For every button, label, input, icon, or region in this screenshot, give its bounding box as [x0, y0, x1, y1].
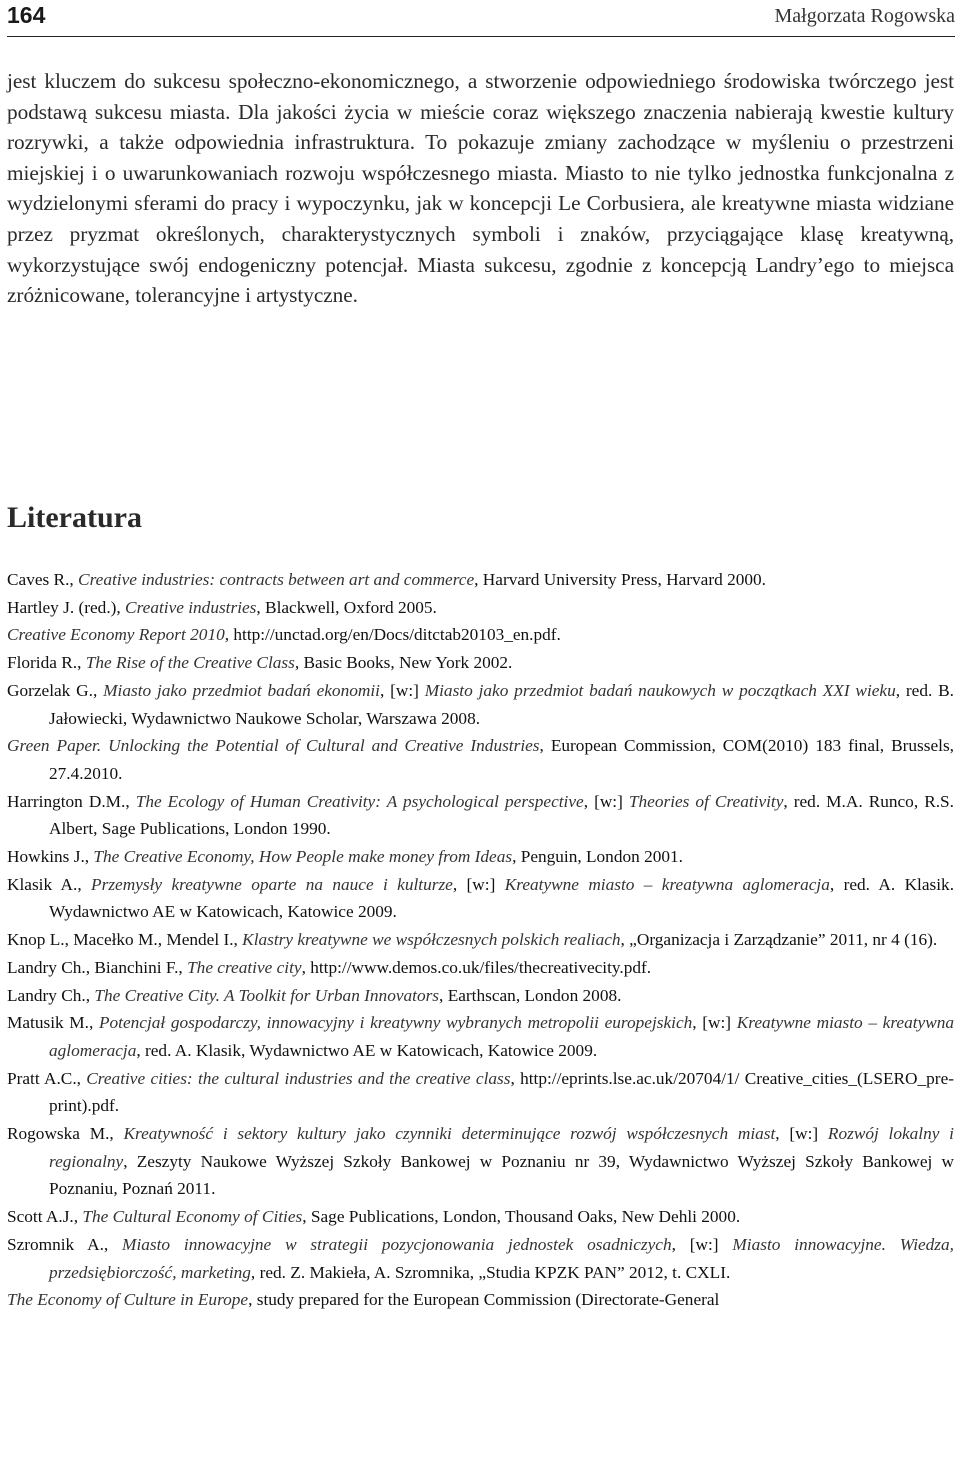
reference-title: The Creative City. A Toolkit for Urban Innovators [94, 985, 440, 1005]
reference-title: The Economy of Culture in Europe [7, 1290, 249, 1310]
reference-entry [7, 1009, 954, 1064]
reference-text: Caves R., [7, 570, 79, 589]
reference-entry [7, 1065, 954, 1120]
reference-text: Klasik A., [7, 874, 92, 894]
reference-title: Creative Economy Report 2010 [7, 625, 225, 645]
reference-text: Knop L., Macełko M., Mendel I., [7, 930, 243, 950]
reference-title: Kreatywne miasto – kreatywna aglomeracja [504, 874, 830, 894]
section-heading: Literatura [7, 501, 142, 534]
reference-text: , Blackwell, Oxford 2005. [256, 597, 437, 617]
reference-entry [7, 1203, 954, 1231]
reference-entry [7, 1231, 954, 1286]
body-text [7, 66, 954, 311]
reference-title: Miasto innowacyjne. Wiedza, przedsiębiorczość, marketing [49, 1234, 954, 1282]
reference-text: , [w:] [775, 1124, 828, 1144]
running-header-author: Małgorzata Rogowska [774, 5, 955, 27]
reference-text: , „Organizacja i Zarządzanie” 2011, nr 4 (16). [620, 930, 938, 950]
reference-title: Potencjał gospodarczy, innowacyjny i kreatywny wybranych metropolii europejskich [98, 1013, 693, 1033]
reference-text: , [w:] [583, 791, 629, 811]
body-paragraph: jest kluczem do sukcesu społeczno-ekonomicznego, a stworzenie odpowiedniego środowiska twórczego jest podstawą sukcesu miasta. Dla jakości życia w mieście coraz większego znaczenia nabierają kwestie kultury rozrywki, a także odpowiednia infrastruktura. To pokazuje zmiany zachodzące w myśleniu o przestrzeni miejskiej i o uwarunkowaniach rozwoju współczesnego miasta. Miasto to nie tylko jednostka funkcjonalna z wydzielonymi sferami do pracy i wypoczynku, jak w koncepcji Le Corbusiera, ale kreatywne miasta widziane przez pryzmat określonych, charakterystycznych symboli i znaków, przyciągające klasę kreatywną, wykorzystujące swój endogeniczny potencjał. Miasta sukcesu, zgodnie z koncepcją Landry’ego to miejsca zróżnicowane, tolerancyjne i artystyczne. [7, 69, 954, 308]
reference-text: , red. A. Klasik, Wydawnictwo AE w Katowicach, Katowice 2009. [136, 1040, 598, 1060]
reference-title: Miasto jako przedmiot badań naukowych w początkach XXI wieku [424, 680, 896, 700]
reference-title: Green Paper. Unlocking the Potential of Cultural and Creative Industries [7, 736, 540, 756]
reference-text: , Sage Publications, London, Thousand Oaks, New Dehli 2000. [302, 1207, 741, 1227]
reference-entry [7, 732, 954, 787]
reference-entry [7, 1286, 954, 1314]
reference-entry [7, 871, 954, 926]
reference-title: Kreatywne miasto – kreatywna aglomeracja [49, 1013, 955, 1060]
reference-title: Theories of Creativity [628, 791, 784, 811]
reference-text: , http://unctad.org/en/Docs/ditctab20103_en.pdf. [224, 625, 561, 645]
reference-text: , Penguin, London 2001. [512, 847, 683, 867]
reference-entry [7, 566, 954, 594]
reference-title: Creative industries: contracts between art and commerce [78, 570, 475, 589]
reference-title: The Ecology of Human Creativity: A psychological perspective [135, 791, 584, 811]
reference-entry [7, 1120, 954, 1203]
reference-text: , [w:] [452, 874, 505, 894]
reference-text: , [w:] [692, 1013, 737, 1033]
reference-text: , Earthscan, London 2008. [439, 985, 622, 1005]
reference-title: Klastry kreatywne we współczesnych polskich realiach [242, 930, 621, 950]
reference-text: Scott A.J., [7, 1207, 83, 1227]
reference-title: Kreatywność i sektory kultury jako czynniki determinujące rozwój współczesnych miast [123, 1124, 776, 1144]
reference-title: Rozwój lokalny i regionalny [49, 1124, 954, 1171]
reference-text: Harrington D.M., [7, 791, 136, 811]
reference-entry [7, 677, 954, 732]
reference-text: Florida R., [7, 653, 86, 673]
reference-text: , red. B. Jałowiecki, Wydawnictwo Naukowe Scholar, Warszawa 2008. [49, 680, 954, 728]
reference-title: Creative industries [125, 597, 257, 617]
reference-entry [7, 594, 954, 622]
reference-entry [7, 843, 954, 871]
reference-entry [7, 649, 954, 677]
reference-text: , http://www.demos.co.uk/files/thecreativecity.pdf. [301, 957, 652, 977]
reference-entry [7, 954, 954, 982]
reference-entry [7, 982, 954, 1010]
reference-text: , red. A. Klasik. Wydawnictwo AE w Katowicach, Katowice 2009. [49, 874, 955, 922]
reference-entry [7, 926, 954, 954]
reference-text: , red. Z. Makieła, A. Szromnika, „Studia KPZK PAN” 2012, t. CXLI. [250, 1262, 731, 1282]
reference-text: , http://eprints.lse.ac.uk/20704/1/ Creative_cities_(LSERO_pre-print).pdf. [49, 1068, 954, 1116]
reference-text: , [w:] [379, 680, 425, 700]
reference-text: Landry Ch., Bianchini F., [7, 957, 188, 977]
running-header [7, 0, 955, 37]
reference-text: Landry Ch., [7, 985, 95, 1005]
reference-text: Rogowska M., [7, 1124, 124, 1144]
reference-text: , [w:] [671, 1234, 733, 1254]
reference-text: Hartley J. (red.), [7, 597, 126, 617]
reference-title: Creative cities: the cultural industries and the creative class [86, 1068, 511, 1088]
reference-text: , Basic Books, New York 2002. [294, 653, 513, 673]
reference-text: Howkins J., [7, 847, 94, 867]
reference-title: The Cultural Economy of Cities [82, 1207, 303, 1227]
reference-entry [7, 621, 954, 649]
reference-text: Szromnik A., [7, 1234, 123, 1254]
reference-title: The Rise of the Creative Class [85, 653, 295, 673]
reference-text: Pratt A.C., [7, 1068, 87, 1088]
reference-entry [7, 788, 954, 843]
reference-text: , study prepared for the European Commission (Directorate-General [248, 1290, 720, 1310]
reference-text: , red. M.A. Runco, R.S. Albert, Sage Publications, London 1990. [49, 791, 954, 839]
reference-text: Matusik M., [7, 1013, 99, 1033]
reference-list [7, 566, 954, 1314]
reference-title: Miasto innowacyjne w strategii pozycjonowania jednostek osadniczych [122, 1234, 672, 1254]
reference-title: The creative city [187, 957, 302, 977]
reference-title: Przemysły kreatywne oparte na nauce i kulturze [91, 874, 453, 894]
reference-title: The Creative Economy, How People make money from Ideas [93, 847, 513, 867]
reference-text: Gorzelak G., [7, 680, 104, 700]
page-number: 164 [7, 2, 46, 28]
reference-title: Miasto jako przedmiot badań ekonomii [103, 680, 380, 700]
reference-text: , Harvard University Press, Harvard 2000. [474, 570, 766, 589]
reference-text: , Zeszyty Naukowe Wyższej Szkoły Bankowej w Poznaniu nr 39, Wydawnictwo Wyższej Szkoły Bankowej w Poznaniu, Poznań 2011. [49, 1151, 954, 1199]
reference-text: , European Commission, COM(2010) 183 final, Brussels, 27.4.2010. [49, 736, 954, 783]
